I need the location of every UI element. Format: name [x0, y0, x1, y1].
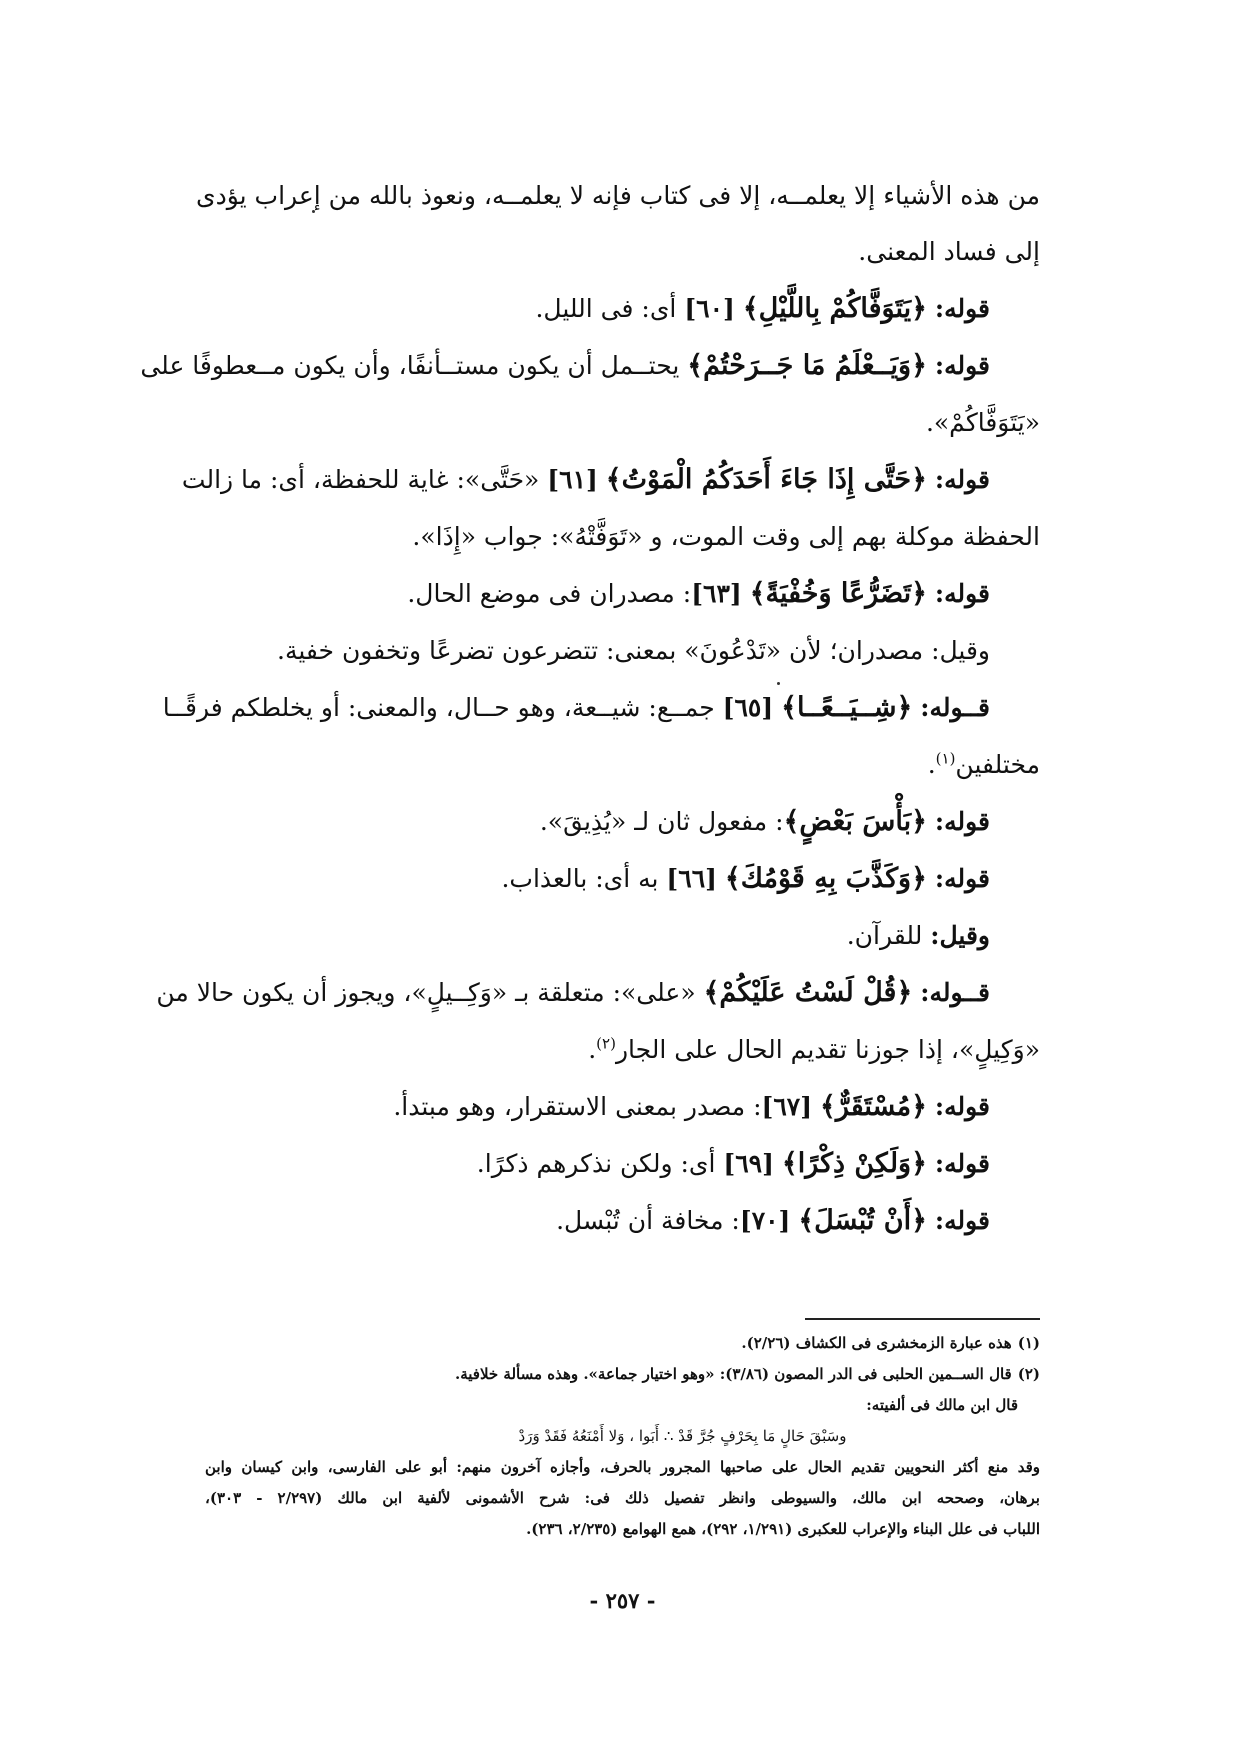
entry-lead: قــوله: [920, 978, 990, 1007]
footnote [205, 1328, 1040, 1359]
page-number: - ٢٥٧ - [589, 1588, 656, 1613]
entry-line [162, 679, 1040, 736]
footnote-text: قال ابن مالك فى ألفيته: [866, 1396, 1018, 1414]
line-text: : مصدران فى موضع الحال. [407, 579, 692, 608]
text-line [205, 1021, 1040, 1078]
quran-quote: ﴿شِــيَــعًــا﴾ [781, 692, 913, 723]
line-text: «يَتَوَفَّاكُمْ». [925, 408, 1040, 437]
text-line [205, 736, 1040, 793]
main-text [140, 168, 1040, 1249]
line-text: «على»: متعلقة بـ «وَكِــيلٍ»، ويجوز أن يكون حالا من [156, 978, 696, 1007]
entry-lead: قوله: [934, 465, 990, 494]
entry-line [140, 337, 1040, 394]
entry-line [205, 565, 1040, 622]
entry-line [181, 451, 1040, 508]
quran-quote: ﴿وَلَكِنْ ذِكْرًا﴾ [781, 1148, 927, 1179]
footnote-line [205, 1514, 1040, 1545]
footnote [205, 1359, 1040, 1390]
verse-reference: [٦٥] [722, 693, 774, 722]
verse-reference: [٦٩] [723, 1149, 774, 1178]
text-line [205, 622, 1040, 679]
book-page [140, 168, 1040, 1708]
line-text: وقيل: مصدران؛ لأن «تَدْعُونَ» بمعنى: تتضرعون تضرعًا وتخفون خفية. [277, 636, 990, 665]
line-text: : مصدر بمعنى الاستقرار، وهو مبتدأ. [393, 1092, 762, 1121]
line-text: أى: ولكن نذكرهم ذكرًا. [476, 1149, 716, 1178]
text-line [205, 223, 1040, 280]
quran-quote: ﴿تَضَرُّعًا وَخُفْيَةً﴾ [749, 578, 927, 609]
quran-quote: ﴿قُلْ لَسْتُ عَلَيْكُمْ﴾ [703, 977, 913, 1008]
quran-quote: ﴿بَأْسَ بَعْضٍ﴾ [783, 806, 927, 837]
quran-quote: ﴿أَنْ تُبْسَلَ﴾ [798, 1205, 927, 1236]
entry-line [205, 1078, 1040, 1135]
verse-reference: [٦٧] [761, 1092, 813, 1121]
entry-line [205, 1135, 1040, 1192]
entry-line [205, 850, 1040, 907]
footnote-text: قال الســمين الحلبى فى الدر المصون (٣/٨٦): «وهو اختيار جماعة». وهذه مسألة خلافية. [455, 1365, 1012, 1383]
footnote-marker: (١) [935, 749, 956, 768]
quran-quote: ﴿وَيَــعْلَمُ مَا جَــرَحْتُمْ﴾ [687, 350, 927, 381]
footnote-marker: (٢) [596, 1034, 616, 1053]
quran-quote: ﴿حَتَّى إِذَا جَاءَ أَحَدَكُمُ الْمَوْتُ﴾ [605, 464, 927, 495]
scan-speck [777, 682, 780, 685]
footnote-text: وقد منع أكثر النحويين تقديم الحال على صاحبها المجرور بالحرف، وأجازه آخرون منهم: أبو على الفارسى، وابن كيسان وابن [205, 1458, 1040, 1476]
entry-lead: قوله: [934, 579, 990, 608]
line-text: للقرآن. [846, 921, 923, 950]
text-line [205, 394, 1040, 451]
line-text: : مخافة أن تُبْسل. [556, 1206, 740, 1235]
entry-line [205, 793, 1040, 850]
entry-line [205, 907, 1040, 964]
line-text: . [927, 750, 936, 779]
entry-lead: قوله: [934, 1092, 990, 1121]
text-line [205, 508, 1040, 565]
line-text: الحفظة موكلة بهم إلى وقت الموت، و «تَوَفَّتْهُ»: جواب «إِذَا». [412, 522, 1040, 551]
text-line [196, 168, 1040, 223]
line-text: أى: فى الليل. [535, 294, 677, 323]
line-text: «وَكِيلٍ»، إذا جوزنا تقديم الحال على الجار [615, 1035, 1040, 1064]
verse-reference: [٦١] [547, 465, 598, 494]
quran-quote: ﴿مُسْتَقَرٌّ﴾ [820, 1091, 927, 1122]
entry-lead: قوله: [934, 864, 990, 893]
footnote-number: (١) [1017, 1334, 1040, 1352]
footnote-line [205, 1452, 1040, 1483]
verse-reference: [٦٦] [666, 864, 717, 893]
footnote-text: وسَبْقَ حَالٍ مَا بِحَرْفٍ جُرَّ قَدْ ∴ أَبَوا ، وَلا أَمْنَعُهُ فَقَدْ وَرَدْ [518, 1427, 847, 1445]
line-text: يحتــمل أن يكون مستــأنفًا، وأن يكون مــعطوفًا على [140, 351, 680, 380]
poetry-verse [205, 1421, 1040, 1452]
line-text: . [588, 1035, 597, 1064]
footnote-divider [805, 1318, 1040, 1320]
quran-quote: ﴿وَكَذَّبَ بِهِ قَوْمُكَ﴾ [724, 863, 927, 894]
footnote-text: برهان، وصححه ابن مالك، والسيوطى وانظر تفصيل ذلك فى: شرح الأشمونى لألفية ابن مالك (٢/٢٩٧ - ٣٠٣)، [205, 1489, 1040, 1507]
line-text: من هذه الأشياء إلا يعلمــه، إلا فى كتاب فإنه لا يعلمــه، ونعوذ بالله من إعراب يؤدى [196, 181, 1040, 210]
entry-lead: قوله: [934, 351, 990, 380]
verse-reference: [٧٠] [739, 1206, 791, 1235]
entry-line [156, 964, 1040, 1021]
footnote-text: هذه عبارة الزمخشرى فى الكشاف (٢/٢٦). [741, 1334, 1012, 1352]
entry-lead: قوله: [934, 1206, 990, 1235]
entry-line [205, 280, 1040, 337]
footnote-line [205, 1390, 1040, 1421]
entry-line [205, 1192, 1040, 1249]
verse-reference: [٦٣] [691, 579, 742, 608]
quran-quote: ﴿يَتَوَفَّاكُمْ بِاللَّيْلِ﴾ [742, 293, 927, 324]
entry-lead: وقيل: [930, 921, 990, 950]
footnotes [205, 1328, 1040, 1545]
line-text: جمــع: شيــعة، وهو حــال، والمعنى: أو يخلطكم فرقًــا [162, 693, 715, 722]
line-text: إلى فساد المعنى. [858, 237, 1040, 266]
scan-speck [312, 210, 315, 213]
line-text: : مفعول ثان لـ «يُذِيقَ». [539, 807, 784, 836]
verse-reference: [٦٠] [684, 294, 735, 323]
line-text: مختلفين [955, 750, 1040, 779]
footnote-text: اللباب فى علل البناء والإعراب للعكبرى (١/٢٩١، ٢٩٢)، همع الهوامع (٢/٢٣٥، ٢٣٦). [526, 1520, 1040, 1538]
footnote-number: (٢) [1017, 1365, 1040, 1383]
entry-lead: قوله: [934, 1149, 990, 1178]
line-text: «حَتَّى»: غاية للحفظة، أى: ما زالت [181, 465, 540, 494]
entry-lead: قوله: [934, 294, 990, 323]
footnote-line [205, 1483, 1040, 1514]
entry-lead: قوله: [934, 807, 990, 836]
line-text: به أى: بالعذاب. [501, 864, 659, 893]
entry-lead: قــوله: [920, 693, 990, 722]
